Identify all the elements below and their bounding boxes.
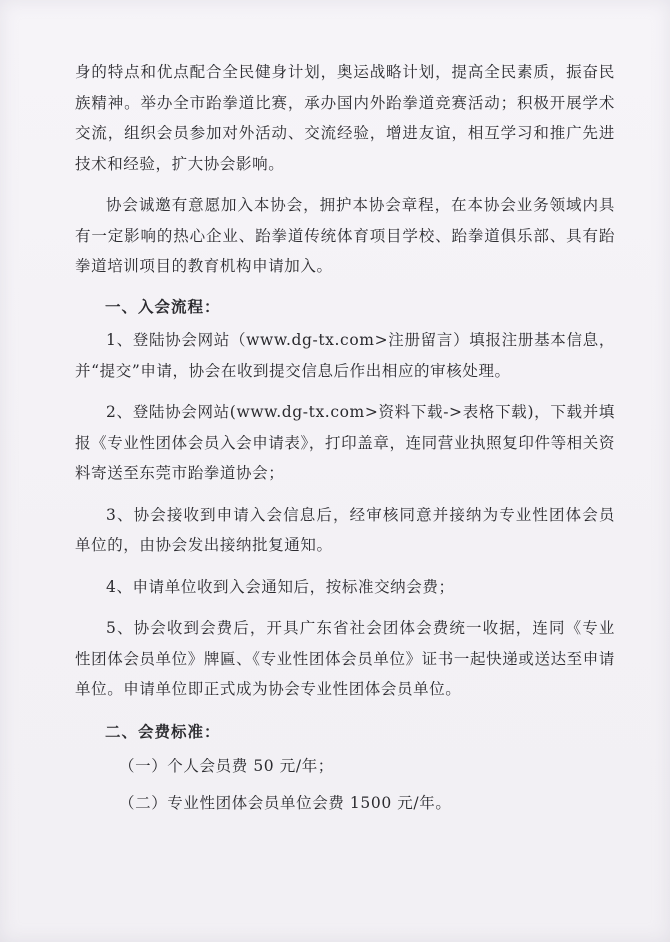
fee-group-member: （二）专业性团体会员单位会费 1500 元/年。 xyxy=(119,793,452,812)
intro-paragraph-continued: 身的特点和优点配合全民健身计划，奥运战略计划，提高全民素质，振奋民族精神。举办全市跆拳道比赛，承办国内外跆拳道竞赛活动；积极开展学术交流，组织会员参加对外活动、交流经验，增进友谊，相互学习和推广先进技术和经验，扩大协会影响。 xyxy=(75,63,615,173)
document-body xyxy=(75,57,615,818)
section-heading-fee-standard: 二、会费标准： xyxy=(105,722,221,741)
process-step-5: 5、协会收到会费后，开具广东省社会团体会费统一收据，连同《专业性团体会员单位》牌匾、《专业性团体会员单位》证书一起快递或送达至申请单位。申请单位即正式成为协会专业性团体会员单位。 xyxy=(75,619,615,698)
process-step-1: 1、登陆协会网站（www.dg-tx.com>注册留言）填报注册基本信息，并“提交”申请，协会在收到提交信息后作出相应的审核处理。 xyxy=(75,331,615,380)
section-heading-membership-process: 一、入会流程： xyxy=(105,297,221,316)
fee-individual-member: （一）个人会员费 50 元/年； xyxy=(119,757,334,775)
intro-paragraph-invitation: 协会诚邀有意愿加入本协会，拥护本协会章程，在本协会业务领域内具有一定影响的热心企业、跆拳道传统体育项目学校、跆拳道俱乐部、具有跆拳道培训项目的教育机构申请加入。 xyxy=(75,196,615,275)
process-step-2: 2、登陆协会网站(www.dg-tx.com>资料下载->表格下载)，下载并填报《专业性团体会员入会申请表》，打印盖章，连同营业执照复印件等相关资料寄送至东莞市跆拳道协会； xyxy=(75,403,615,482)
process-step-3: 3、协会接收到申请入会信息后，经审核同意并接纳为专业性团体会员单位的，由协会发出接纳批复通知。 xyxy=(75,505,615,554)
process-step-4: 4、申请单位收到入会通知后，按标准交纳会费； xyxy=(106,577,455,596)
